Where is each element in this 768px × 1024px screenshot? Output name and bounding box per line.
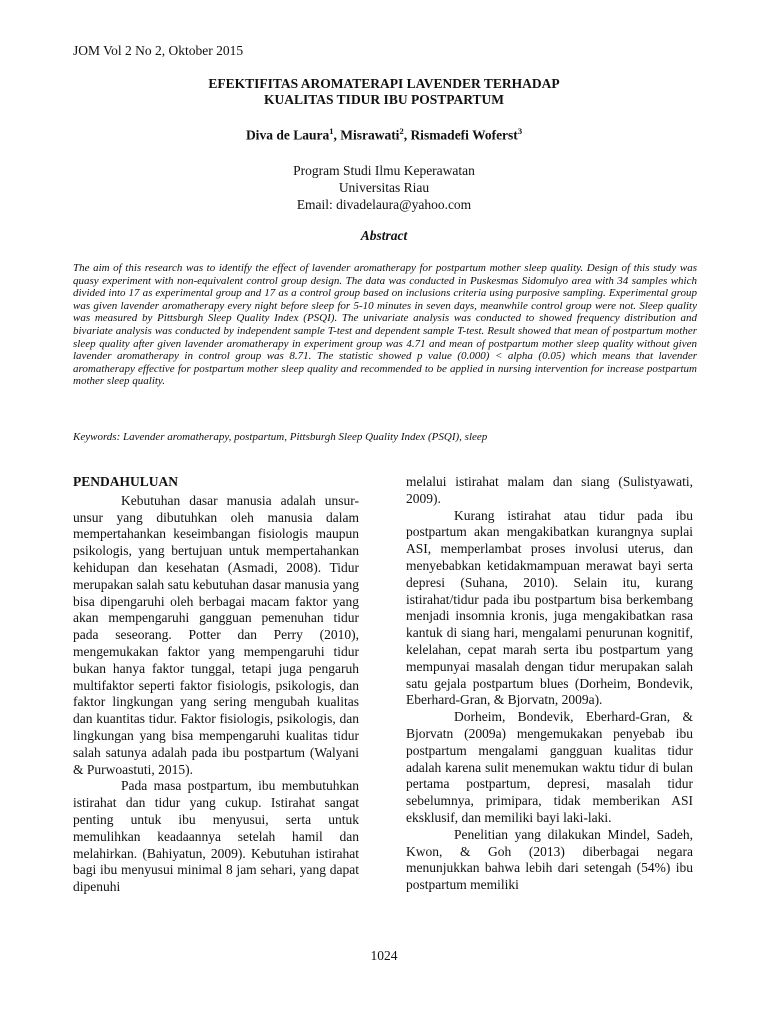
- author-name: Rismadefi Woferst: [410, 127, 518, 143]
- abstract-heading: Abstract: [360, 228, 408, 243]
- paragraph: Kurang istirahat atau tidur pada ibu postpartum akan mengakibatkan kurangnya suplai ASI, memperlambat proses involusi uterus, dan menyebabkan ketidakmampuan merawat bayi serta depresi (Suhana, 2010). Selain itu, kurang istirahat/tidur pada ibu postpartum bisa berkembang menjadi insomnia kronis, juga mengakibatkan rasa kantuk di siang hari, mengalami penurunan kognitif, kelelahan, cepat marah serta ibu postpartum yang mempunyai masalah dengan tidur merupakan salah satu gejala postpartum blues (Dorheim, Bondevik, Eberhard-Gran, & Bjorvatn, 2009a).: [406, 507, 693, 708]
- author-affiliation-mark: 1: [329, 126, 334, 136]
- paragraph: melalui istirahat malam dan siang (Sulistyawati, 2009).: [406, 474, 693, 506]
- page-number: 1024: [370, 948, 398, 963]
- section-heading: PENDAHULUAN: [73, 474, 179, 489]
- author-list: Diva de Laura$^1$, Misrawati$^2$, Rismadefi Woferst$^3$: [245, 126, 523, 143]
- paper-title: [60, 76, 708, 108]
- paragraph: Kebutuhan dasar manusia adalah unsur-unsur yang dibutuhkan oleh manusia dalam mempertahankan keseimbangan fisiologis maupun psikologis, yang bertujuan untuk mempertahankan kehidupan dan kesehatan (Asmadi, 2008). Tidur merupakan salah satu kebutuhan dasar manusia yang bisa dipengaruhi oleh berbagai macam faktor yang akan mempengaruhi gangguan pemenuhan tidur pada seseorang. Potter dan Perry (2010), mengemukakan faktor yang mempengaruhi tidur bukan hanya faktor tunggal, tetapi juga pengaruh multifaktor seperti faktor fisiologis, psikologis, dan faktor lingkungan yang sering mengubah kualitas dan kuantitas tidur. Faktor fisiologis, psikologis, dan lingkungan yang bisa mempengaruhi kualitas tidur salah satunya adalah pada ibu postpartum (Walyani & Purwoastuti, 2015).: [73, 492, 359, 777]
- keywords: Keywords: Lavender aromatherapy, postpartum, Pittsburgh Sleep Quality Index (PSQI), sleep: [73, 431, 488, 443]
- paragraph: Pada masa postpartum, ibu membutuhkan istirahat dan tidur yang cukup. Istirahat sangat penting untuk ibu menyusui, serta untuk memulihkan keadaannya setelah hamil dan melahirkan. (Bahiyatun, 2009). Kebutuhan istirahat bagi ibu menyusui minimal 8 jam sehari, yang dapat dipenuhi: [73, 778, 359, 895]
- title-line-1: EFEKTIFITAS AROMATERAPI LAVENDER TERHADAP: [208, 76, 560, 91]
- journal-header: JOM Vol 2 No 2, Oktober 2015: [73, 43, 244, 58]
- body-column-right: [406, 474, 693, 894]
- paragraph: Dorheim, Bondevik, Eberhard-Gran, & Bjorvatn (2009a) mengemukakan penyebab ibu postpartum mengalami gangguan kualitas tidur adalah karena sulit menemukan waktu tidur di bulan pertama postpartum, depresi, masalah tidur sebelumnya, primipara, tidak memberikan ASI eksklusif, dan memiliki bayi laki-laki.: [406, 709, 693, 825]
- title-line-2: KUALITAS TIDUR IBU POSTPARTUM: [264, 92, 504, 107]
- affiliation-block: [60, 162, 708, 213]
- author-affiliation-mark: 3: [517, 126, 523, 136]
- affiliation-program: Program Studi Ilmu Keperawatan: [293, 163, 475, 178]
- paragraph: Penelitian yang dilakukan Mindel, Sadeh, Kwon, & Goh (2013) diberbagai negara menunjukkan bahwa lebih dari setengah (54%) ibu postpartum memiliki: [406, 826, 693, 893]
- author-name: Misrawati: [340, 127, 400, 143]
- author-affiliation-mark: 2: [399, 126, 404, 136]
- body-column-left: [73, 474, 359, 896]
- affiliation-email: Email: divadelaura@yahoo.com: [296, 197, 472, 212]
- affiliation-university: Universitas Riau: [338, 180, 430, 195]
- author-name: Diva de Laura: [245, 127, 330, 143]
- abstract-text: The aim of this research was to identify the effect of lavender aromatherapy for postpartum mother sleep quality. Design of this study was quasy experiment with non-equivalent control group design. The data was conducted in Puskesmas Sidomulyo area with 34 samples which divided into 17 as experimental group and 17 as a control group based on inclusions criteria using purposive sampling. Experimental group was given lavender aromatherapy every night before sleep for 5-10 minutes in seven days, meanwhile control group were not. Sleep quality was measured by Pittsburgh Sleep Quality Index (PSQI). The univariate analysis was conducted to showed frequency distribution and bivariate analysis was conducted by independent sample T-test and dependent sample T-test. Result showed that mean of postpartum mother sleep quality after given lavender aromatherapy in experiment group was 4.71 and mean of postpartum mother sleep quality without given lavender aromatherapy in control group was 8.71. The statistic showed p value (0.000) < alpha (0.05) which means that lavender aromatherapy effective for postpartum mother sleep quality and recommended to be applied in nursing intervention for increase postpartum mother sleep quality.: [73, 262, 697, 388]
